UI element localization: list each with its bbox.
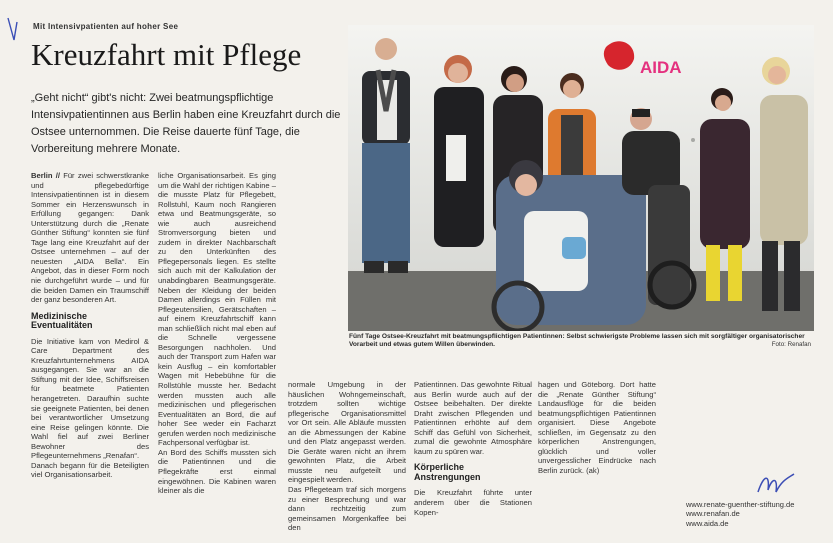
text-column-5 <box>538 380 656 543</box>
kicker-line: Mit Intensivpatienten auf hoher See <box>33 22 179 31</box>
article-title: Kreuzfahrt mit Pflege <box>31 37 302 72</box>
url-link[interactable]: www.aida.de <box>686 518 729 528</box>
photo-caption: Fünf Tage Ostsee-Kreuzfahrt mit beatmungspflichtigen Patientinnen: Selbst schwierigste Probleme lassen sich mit sorgfältiger organisatorischer Vorarbeit und etwas gutem Willen überwinden. <box>349 333 805 348</box>
aida-logo: AIDA <box>640 58 682 77</box>
url-link[interactable]: www.renate-guenther-stiftung.de <box>686 500 795 509</box>
paragraph: Die Kreuzfahrt führte unter anderem über die Stationen Kopen- <box>414 488 532 517</box>
article-lead: „Geht nicht“ gibt's nicht: Zwei beatmungspflichtige Intensivpatientinnen aus Berlin haben eine Kreuzfahrt durch die Ostsee unternommen. Die Reise dauerte fünf Tage, die Vorbereitung mehrere Monate. <box>31 92 341 155</box>
text-column-4 <box>414 380 532 543</box>
paragraph: Die Initiative kam von Medirol & Care Department des Kreuzfahrtunternehmens AIDA ausgegangen. Sie war an die Stiftung mit der Idee, Schiffsreisen für beatmete Patienten herangetreten. Daraufhin suchte sie geeignete Patienten, bei denen bei verantwortlicher Umsetzung eine Reise gelingen könnte. Die Wahl fiel auf zwei Berliner Bewohner des Pflegeunternehmens „Renafan“. <box>31 336 149 461</box>
pen-mark-icon <box>6 16 20 46</box>
paragraph: An Bord des Schiffs mussten sich die Patientinnen und die Pflegekräfte erst einmal eingewöhnen. Die Kabinen waren kleiner als die <box>158 447 276 496</box>
paragraph: normale Umgebung in der häuslichen Wohngemeinschaft, trotzdem sollten wichtige pflegerische Organisationsmittel vor Ort sein. Alle Abläufe mussten an die Abmessungen der Kabine und den Platz angepasst werden. Die Geräte waren nicht an ihrem gewohnten Platz, die Arbeit musste neu aufgeteilt und eingespielt werden. <box>288 380 406 485</box>
paragraph: Das Pflegeteam traf sich morgens zu einer Besprechung und war dann rechtzeitig zum gemeinsamen Morgenkaffee bei den <box>288 485 406 533</box>
group-photo-illustration <box>348 25 814 331</box>
photo-credit: Foto: Renafan <box>771 341 811 348</box>
paragraph: Für zwei schwerstkranke und pflegebedürftige Intensivpatientinnen ist in diesem Sommer ein Herzenswunsch in Erfüllung gegangen: Dank Unterstützung durch die „Renate Günther Stiftung“ konnten sie fünf Tage lang eine Kreuzfahrt auf der Ostsee unternehmen – auf der neuesten „AIDA Bella“. Ein Angebot, das in dieser Form noch nie durchgeführt wurde – und für die beiden Damen ein Traumschiff der ganz besonderen Art. <box>31 171 149 305</box>
url-list <box>686 500 794 528</box>
paragraph: liche Organisationsarbeit. Es ging um die Wahl der richtigen Kabine – die musste Platz für Pflegebett, Rollstuhl, Kaum noch Rangieren etwa und Beatmungsgeräte, so wie auch ausreichend Stromversorgung bieten und zudem in direkter Nachbarschaft zu den Unterkünften des Pflegepersonals liegen. Es stellte sich auch mit der Kalkulation der unabdingbaren Beatmungsgeräte. Neben der Kleidung der beiden Damen allerdings ein Füllen mit Pflegeutensilien, Gerätschaften – auf einem Kreuzfahrtschiff kann man schließlich nicht mal eben auf die Schnelle vergessene Besorgungen nachholen. Und auch der Transport zum Hafen war kein Ausflug – ein komfortabler Wagen mit Hebebühne für die Rollstühle musste her. Bedacht werden mussten auch alle medizinischen und pflegerischen Eventualitäten an Bord, die auf hoher See weder ein Facharzt gerufen werden noch medizinische Fachpersonal verfügbar ist. <box>158 171 276 448</box>
subheading-physical: Körperliche Anstrengungen <box>414 462 481 482</box>
author-sign: (ak) <box>586 465 600 475</box>
paragraph: Patientinnen. Das gewohnte Ritual aus Berlin wurde auch auf der Ostsee beibehalten. Der direkte Draht zwischen Pflegenden und Patientinnen erhöhte auf dem Schiff das Gefühl von Sicherheit, zumal die gewohnte Atmosphäre kaum zu spüren war. <box>414 380 532 456</box>
subheading-medical: Medizinische Eventualitäten <box>31 310 93 331</box>
url-link[interactable]: www.renafan.de <box>686 509 740 519</box>
paragraph: Danach begann für die Beteiligten viel Organisationsarbeit. <box>31 460 149 480</box>
group-photo <box>348 25 814 331</box>
dateline: Berlin // <box>31 171 60 180</box>
text-column-3 <box>288 380 406 543</box>
text-column-2 <box>158 171 276 543</box>
signature-icon <box>756 470 796 498</box>
paragraph: hagen und Göteborg. Dort hatte die „Renate Günther Stiftung“ Landausflüge für die beiden beatmungspflichtigen Patientinnen organisiert. Diese Angebote schließen, im Gegensatz zu den körperlichen Anstrengungen, glücklich und voller unvergesslicher Eindrücke nach Berlin zurück. <box>538 380 656 475</box>
text-column-1 <box>31 171 149 543</box>
